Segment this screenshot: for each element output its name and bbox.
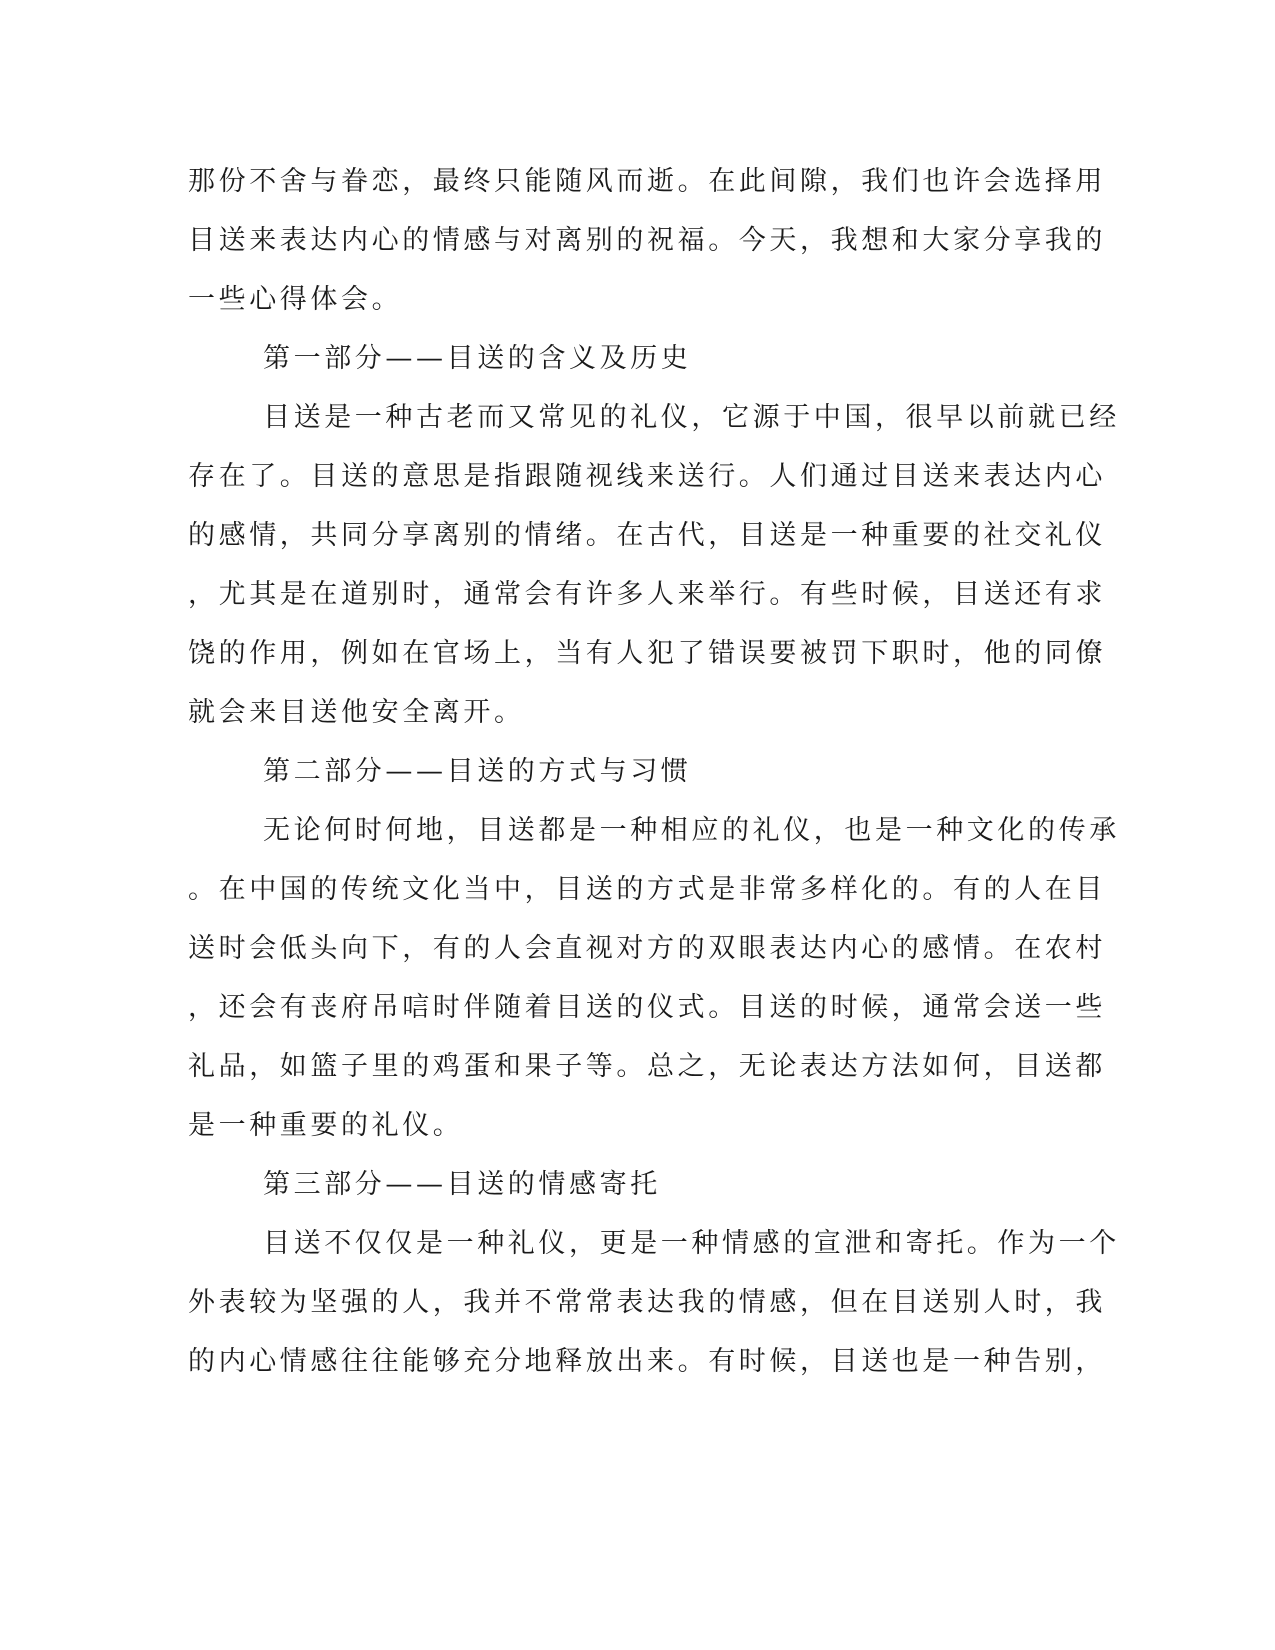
body-text-line: 礼品，如篮子里的鸡蛋和果子等。总之，无论表达方法如何，目送都 <box>188 1051 1106 1082</box>
body-text-line: ，还会有丧府吊唁时伴随着目送的仪式。目送的时候，通常会送一些 <box>188 992 1106 1023</box>
body-text-line: 一些心得体会。 <box>188 284 403 315</box>
body-text-line: 那份不舍与眷恋，最终只能随风而逝。在此间隙，我们也许会选择用 <box>188 166 1106 197</box>
body-text-line: 就会来目送他安全离开。 <box>188 697 525 728</box>
body-text-line: 送时会低头向下，有的人会直视对方的双眼表达内心的感情。在农村 <box>188 933 1106 964</box>
body-text-line: 。在中国的传统文化当中，目送的方式是非常多样化的。有的人在目 <box>188 874 1106 905</box>
body-text-line: 饶的作用，例如在官场上，当有人犯了错误要被罚下职时，他的同僚 <box>188 638 1106 669</box>
body-text-line: 的感情，共同分享离别的情绪。在古代，目送是一种重要的社交礼仪 <box>188 520 1106 551</box>
body-text-line: 目送来表达内心的情感与对离别的祝福。今天，我想和大家分享我的 <box>188 225 1106 256</box>
section-heading-3: 第三部分——目送的情感寄托 <box>263 1169 661 1200</box>
body-text-line: 目送不仅仅是一种礼仪，更是一种情感的宣泄和寄托。作为一个 <box>263 1228 1120 1259</box>
body-text-line: ，尤其是在道别时，通常会有许多人来举行。有些时候，目送还有求 <box>188 579 1106 610</box>
body-text-line: 是一种重要的礼仪。 <box>188 1110 464 1141</box>
section-heading-1: 第一部分——目送的含义及历史 <box>263 343 692 374</box>
body-text-line: 无论何时何地，目送都是一种相应的礼仪，也是一种文化的传承 <box>263 815 1120 846</box>
body-text-line: 目送是一种古老而又常见的礼仪，它源于中国，很早以前就已经 <box>263 402 1120 433</box>
section-heading-2: 第二部分——目送的方式与习惯 <box>263 756 692 787</box>
body-text-line: 外表较为坚强的人，我并不常常表达我的情感，但在目送别人时，我 <box>188 1287 1106 1318</box>
body-text-line: 存在了。目送的意思是指跟随视线来送行。人们通过目送来表达内心 <box>188 461 1106 492</box>
body-text-line: 的内心情感往往能够充分地释放出来。有时候，目送也是一种告别， <box>188 1346 1106 1377</box>
